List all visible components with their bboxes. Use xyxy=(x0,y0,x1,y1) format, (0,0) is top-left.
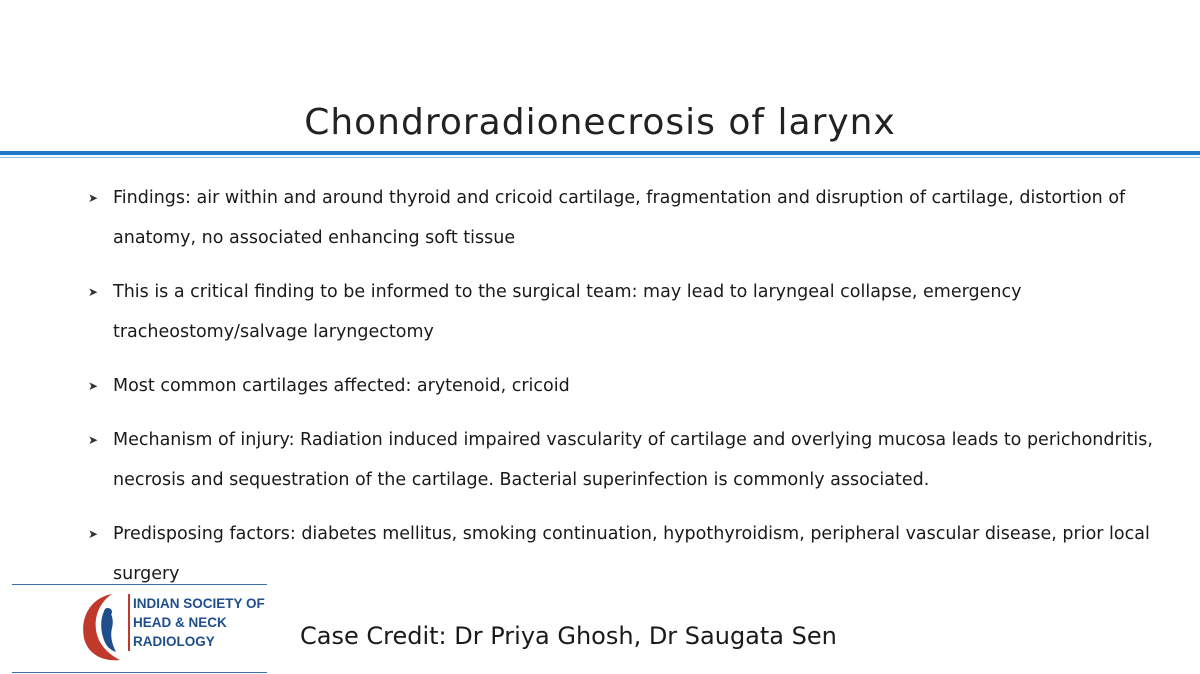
logo-line-2: HEAD & NECK xyxy=(133,615,227,630)
society-logo xyxy=(12,584,267,674)
arrow-bullet-icon: ➤ xyxy=(88,433,99,447)
arrow-bullet-icon: ➤ xyxy=(88,285,99,299)
title-divider xyxy=(0,151,1200,155)
arrow-bullet-icon: ➤ xyxy=(88,191,99,205)
bullet-text: Findings: air within and around thyroid and cricoid cartilage, fragmentation and disruption of cartilage, distortion of anatomy, no associated enhancing soft tissue xyxy=(113,188,1126,248)
title-divider-thin xyxy=(0,157,1200,158)
bullet-list xyxy=(88,178,1168,608)
logo-wordmark xyxy=(128,594,271,651)
bullet-item-findings xyxy=(88,178,1168,258)
bullet-item-predisposing xyxy=(88,514,1168,594)
bullet-text: Predisposing factors: diabetes mellitus, smoking continuation, hypothyroidism, peripheral vascular disease, prior local surgery xyxy=(113,524,1150,584)
bullet-text: Most common cartilages affected: arytenoid, cricoid xyxy=(113,376,570,396)
logo-bottom-rule xyxy=(12,672,267,673)
case-credit: Case Credit: Dr Priya Ghosh, Dr Saugata Sen xyxy=(300,622,837,650)
arrow-bullet-icon: ➤ xyxy=(88,379,99,393)
bullet-text: This is a critical finding to be informed to the surgical team: may lead to laryngeal collapse, emergency tracheostomy/salvage laryngectomy xyxy=(113,282,1022,342)
bullet-item-cartilages xyxy=(88,366,1168,406)
logo-line-3: RADIOLOGY xyxy=(133,634,215,649)
bullet-item-critical-finding xyxy=(88,272,1168,352)
slide-title: Chondroradionecrosis of larynx xyxy=(304,102,896,144)
arrow-bullet-icon: ➤ xyxy=(88,527,99,541)
head-neck-emblem-icon xyxy=(72,588,134,668)
bullet-text: Mechanism of injury: Radiation induced impaired vascularity of cartilage and overlying mucosa leads to perichondritis, necrosis and sequestration of the cartilage. Bacterial superinfection is commonly associated. xyxy=(113,430,1153,490)
logo-top-rule xyxy=(12,584,267,585)
logo-line-1: INDIAN SOCIETY OF xyxy=(133,596,265,611)
bullet-item-mechanism xyxy=(88,420,1168,500)
